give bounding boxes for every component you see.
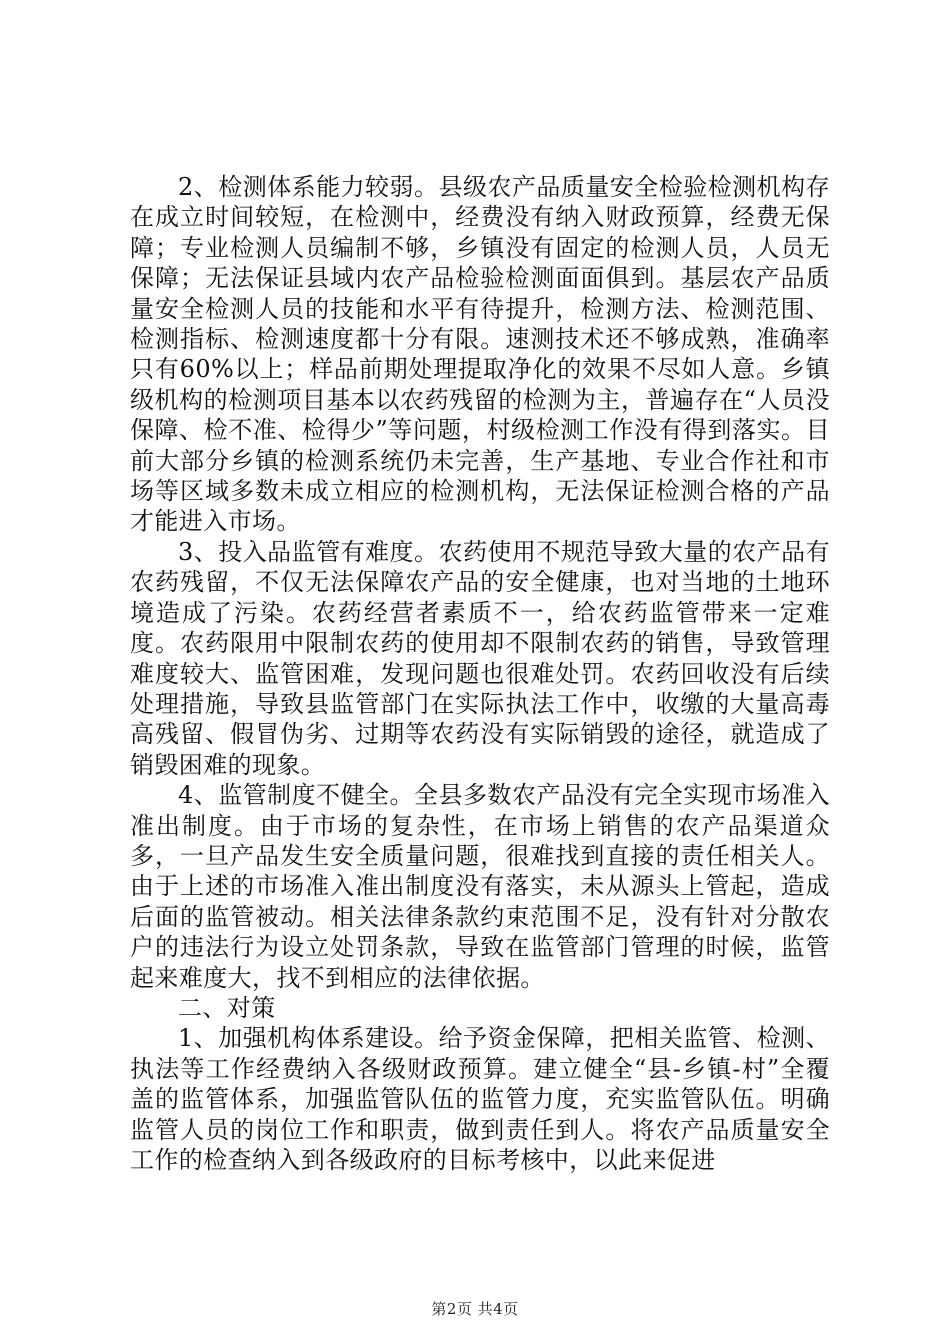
paragraph-testing-system: 2、检测体系能力较弱。县级农产品质量安全检验检测机构存在成立时间较短，在检测中，经费没有纳入财政预算，经费无保障；专业检测人员编制不够，乡镇没有固定的检测人员，人员无保障；无法保证县域内农产品检验检测面面俱到。基层农产品质量安全检测人员的技能和水平有待提升，检测方法、检测范围、检测指标、检测速度都十分有限。速测技术还不够成熟，准确率只有60%以上；样品前期处理提取净化的效果不尽如人意。乡镇级机构的检测项目基本以农药残留的检测为主，普遍存在“人员没保障、检不准、检得少”等问题，村级检测工作没有得到落实。目前大部分乡镇的检测系统仍未完善，生产基地、专业合作社和市场等区域多数未成立相应的检测机构，无法保证检测合格的产品才能进入市场。 <box>130 173 830 536</box>
paragraph-input-supervision: 3、投入品监管有难度。农药使用不规范导致大量的农产品有农药残留，不仅无法保障农产品的安全健康，也对当地的土地环境造成了污染。农药经营者素质不一，给农药监管带来一定难度。农药限用中限制农药的使用却不限制农药的销售，导致管理难度较大、监管困难，发现问题也很难处罚。农药回收没有后续处理措施，导致县监管部门在实际执法工作中，收缴的大量高毒高残留、假冒伪劣、过期等农药没有实际销毁的途径，就造成了销毁困难的现象。 <box>130 537 830 779</box>
body-text <box>130 172 830 1175</box>
page-number-footer: 第2页 共4页 <box>431 1300 519 1318</box>
paragraph-institution-building: 1、加强机构体系建设。给予资金保障，把相关监管、检测、执法等工作经费纳入各级财政预算。建立健全“县-乡镇-村”全覆盖的监管体系，加强监管队伍的监管力度，充实监管队伍。明确监管人员的岗位工作和职责，做到责任到人。将农产品质量安全工作的检查纳入到各级政府的目标考核中，以此来促进 <box>130 1024 830 1174</box>
paragraph-regulatory-system: 4、监管制度不健全。全县多数农产品没有完全实现市场准入准出制度。由于市场的复杂性，在市场上销售的农产品渠道众多，一旦产品发生安全质量问题，很难找到直接的责任相关人。由于上述的市场准入准出制度没有落实，未从源头上管起，造成后面的监管被动。相关法律条款约束范围不足，没有针对分散农户的违法行为设立处罚条款，导致在监管部门管理的时候，监管起来难度大，找不到相应的法律依据。 <box>130 781 830 992</box>
section-heading-countermeasures: 二、对策 <box>178 993 276 1022</box>
